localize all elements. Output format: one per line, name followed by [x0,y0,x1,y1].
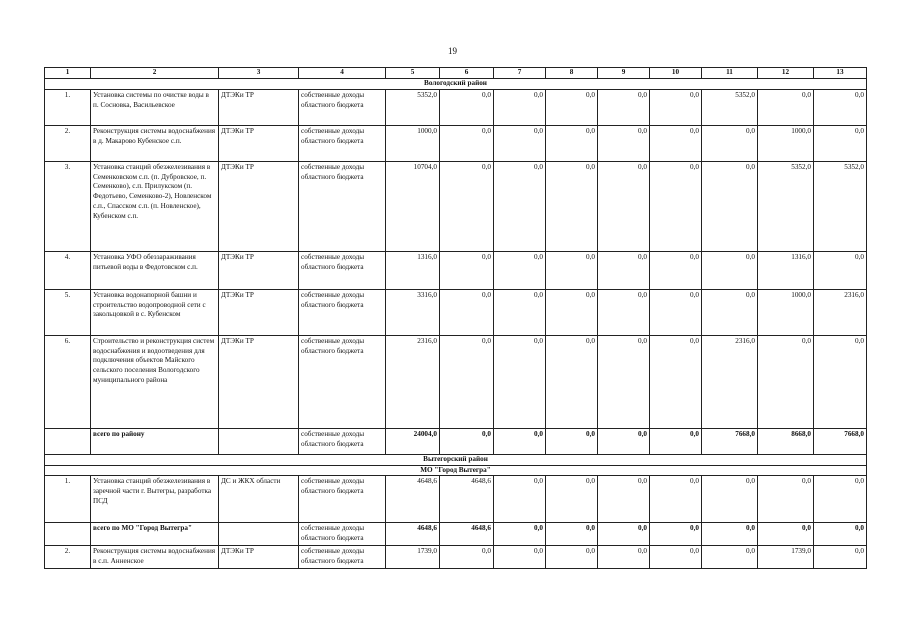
table-row [45,89,867,125]
amount-cell: 0,0 [702,289,758,335]
amount-cell: 3316,0 [386,289,440,335]
table-row [45,545,867,568]
column-header: 13 [814,68,867,79]
amount-cell: 0,0 [598,125,650,161]
amount-cell: 0,0 [598,523,650,546]
amount-cell: 0,0 [598,161,650,251]
amount-cell: 5352,0 [814,161,867,251]
amount-cell: 0,0 [650,89,702,125]
funding-source: собственные доходы областного бюджета [299,125,386,161]
row-number: 2. [45,125,91,161]
amount-cell: 0,0 [494,545,546,568]
amount-cell: 0,0 [758,523,814,546]
amount-cell: 7668,0 [702,428,758,454]
page-number: 19 [448,46,457,56]
amount-cell: 1316,0 [386,251,440,289]
amount-cell: 0,0 [546,161,598,251]
amount-cell: 0,0 [702,161,758,251]
amount-cell: 4648,6 [386,523,440,546]
section-header-row [45,465,867,476]
executor: ДТЭКи ТР [219,289,299,335]
amount-cell: 0,0 [650,289,702,335]
row-number: 2. [45,545,91,568]
executor: ДТЭКи ТР [219,545,299,568]
table-row [45,289,867,335]
amount-cell: 0,0 [440,335,494,428]
amount-cell: 0,0 [758,476,814,523]
table-body [45,79,867,569]
amount-cell: 4648,6 [440,476,494,523]
amount-cell: 0,0 [546,89,598,125]
amount-cell: 0,0 [546,523,598,546]
funding-source: собственные доходы областного бюджета [299,476,386,523]
amount-cell: 0,0 [650,335,702,428]
row-number: 3. [45,161,91,251]
amount-cell: 5352,0 [758,161,814,251]
amount-cell: 4648,6 [386,476,440,523]
amount-cell: 0,0 [546,335,598,428]
column-header: 1 [45,68,91,79]
measure-name: Установка станций обезжелезивания в Семенковском с.п. (п. Дубровское, п. Семенково), с.п. Прилукском (п. Федотьево, Семенково-2), Новленском с.п., Спасском с.п. (п. Новленское), Кубенском с.п. [91,161,219,251]
column-header: 11 [702,68,758,79]
section-title: Вытегорский район [45,454,867,465]
amount-cell: 7668,0 [814,428,867,454]
amount-cell: 0,0 [598,335,650,428]
amount-cell: 0,0 [702,476,758,523]
amount-cell: 0,0 [814,251,867,289]
amount-cell: 0,0 [598,251,650,289]
amount-cell: 0,0 [546,125,598,161]
amount-cell: 0,0 [494,476,546,523]
total-row [45,428,867,454]
amount-cell: 0,0 [650,161,702,251]
amount-cell: 0,0 [440,289,494,335]
amount-cell: 0,0 [598,428,650,454]
column-header: 5 [386,68,440,79]
amount-cell: 5352,0 [702,89,758,125]
row-number [45,523,91,546]
executor: ДТЭКи ТР [219,125,299,161]
amount-cell: 0,0 [702,125,758,161]
amount-cell: 0,0 [650,251,702,289]
amount-cell: 0,0 [494,428,546,454]
amount-cell: 0,0 [494,335,546,428]
amount-cell: 1739,0 [758,545,814,568]
header-row [45,68,867,79]
amount-cell: 0,0 [546,251,598,289]
amount-cell: 0,0 [702,251,758,289]
amount-cell: 4648,6 [440,523,494,546]
column-header: 12 [758,68,814,79]
row-number: 1. [45,476,91,523]
measure-name: Установка станций обезжелезивания в заречной части г. Вытегры, разработка ПСД [91,476,219,523]
executor: ДТЭКи ТР [219,335,299,428]
amount-cell: 5352,0 [386,89,440,125]
row-number [45,428,91,454]
amount-cell: 10704,0 [386,161,440,251]
amount-cell: 0,0 [650,428,702,454]
amount-cell: 0,0 [702,545,758,568]
amount-cell: 1000,0 [758,125,814,161]
table-row [45,125,867,161]
funding-source: собственные доходы областного бюджета [299,289,386,335]
measure-name: Реконструкция системы водоснабжения в с.п. Анненское [91,545,219,568]
amount-cell: 0,0 [814,125,867,161]
measure-name: всего по МО "Город Вытегра" [91,523,219,546]
amount-cell: 0,0 [440,125,494,161]
executor [219,523,299,546]
table-row [45,161,867,251]
amount-cell: 0,0 [650,523,702,546]
amount-cell: 0,0 [598,289,650,335]
amount-cell: 0,0 [650,545,702,568]
amount-cell: 0,0 [494,89,546,125]
row-number: 4. [45,251,91,289]
amount-cell: 1316,0 [758,251,814,289]
amount-cell: 0,0 [758,335,814,428]
column-header: 6 [440,68,494,79]
column-header: 8 [546,68,598,79]
amount-cell: 0,0 [758,89,814,125]
measure-name: Установка водонапорной башни и строительство водопроводной сети с закольцовкой в с. Кубенском [91,289,219,335]
amount-cell: 0,0 [814,335,867,428]
amount-cell: 0,0 [650,476,702,523]
amount-cell: 0,0 [814,89,867,125]
funding-source: собственные доходы областного бюджета [299,251,386,289]
amount-cell: 0,0 [814,476,867,523]
amount-cell: 0,0 [494,251,546,289]
amount-cell: 24004,0 [386,428,440,454]
amount-cell: 0,0 [814,545,867,568]
amount-cell: 0,0 [702,523,758,546]
total-row [45,523,867,546]
amount-cell: 0,0 [598,545,650,568]
amount-cell: 0,0 [440,428,494,454]
executor: ДС и ЖКХ области [219,476,299,523]
row-number: 1. [45,89,91,125]
amount-cell: 0,0 [440,89,494,125]
amount-cell: 1000,0 [386,125,440,161]
executor: ДТЭКи ТР [219,89,299,125]
amount-cell: 0,0 [494,523,546,546]
funding-source: собственные доходы областного бюджета [299,545,386,568]
measure-name: Реконструкция системы водоснабжения в д. Макарово Кубенское с.п. [91,125,219,161]
section-header-row [45,454,867,465]
column-header: 7 [494,68,546,79]
funding-source: собственные доходы областного бюджета [299,523,386,546]
executor [219,428,299,454]
amount-cell: 1000,0 [758,289,814,335]
executor: ДТЭКи ТР [219,251,299,289]
amount-cell: 0,0 [440,251,494,289]
amount-cell: 0,0 [546,476,598,523]
table-row [45,476,867,523]
table-row [45,335,867,428]
measure-name: Установка УФО обеззараживания питьевой воды в Федотовском с.п. [91,251,219,289]
amount-cell: 0,0 [650,125,702,161]
table-row [45,251,867,289]
amount-cell: 0,0 [598,476,650,523]
amount-cell: 0,0 [546,289,598,335]
funding-source: собственные доходы областного бюджета [299,161,386,251]
amount-cell: 8668,0 [758,428,814,454]
budget-table [44,67,867,569]
section-title: Вологодский район [45,79,867,90]
amount-cell: 0,0 [440,545,494,568]
amount-cell: 0,0 [546,545,598,568]
measure-name: Установка системы по очистке воды в п. Сосновка, Васильевское [91,89,219,125]
amount-cell: 0,0 [494,125,546,161]
executor: ДТЭКи ТР [219,161,299,251]
amount-cell: 2316,0 [386,335,440,428]
column-header: 3 [219,68,299,79]
amount-cell: 0,0 [546,428,598,454]
amount-cell: 0,0 [440,161,494,251]
amount-cell: 2316,0 [702,335,758,428]
row-number: 6. [45,335,91,428]
amount-cell: 2316,0 [814,289,867,335]
funding-source: собственные доходы областного бюджета [299,89,386,125]
column-header: 2 [91,68,219,79]
section-title: МО "Город Вытегра" [45,465,867,476]
row-number: 5. [45,289,91,335]
measure-name: всего по району [91,428,219,454]
amount-cell: 0,0 [814,523,867,546]
funding-source: собственные доходы областного бюджета [299,428,386,454]
column-header: 10 [650,68,702,79]
measure-name: Строительство и реконструкция систем водоснабжения и водоотведения для подключения объектов Майского сельского поселения Вологодского муниципального района [91,335,219,428]
amount-cell: 1739,0 [386,545,440,568]
amount-cell: 0,0 [494,289,546,335]
column-header: 4 [299,68,386,79]
funding-source: собственные доходы областного бюджета [299,335,386,428]
amount-cell: 0,0 [598,89,650,125]
section-header-row [45,79,867,90]
amount-cell: 0,0 [494,161,546,251]
column-header: 9 [598,68,650,79]
